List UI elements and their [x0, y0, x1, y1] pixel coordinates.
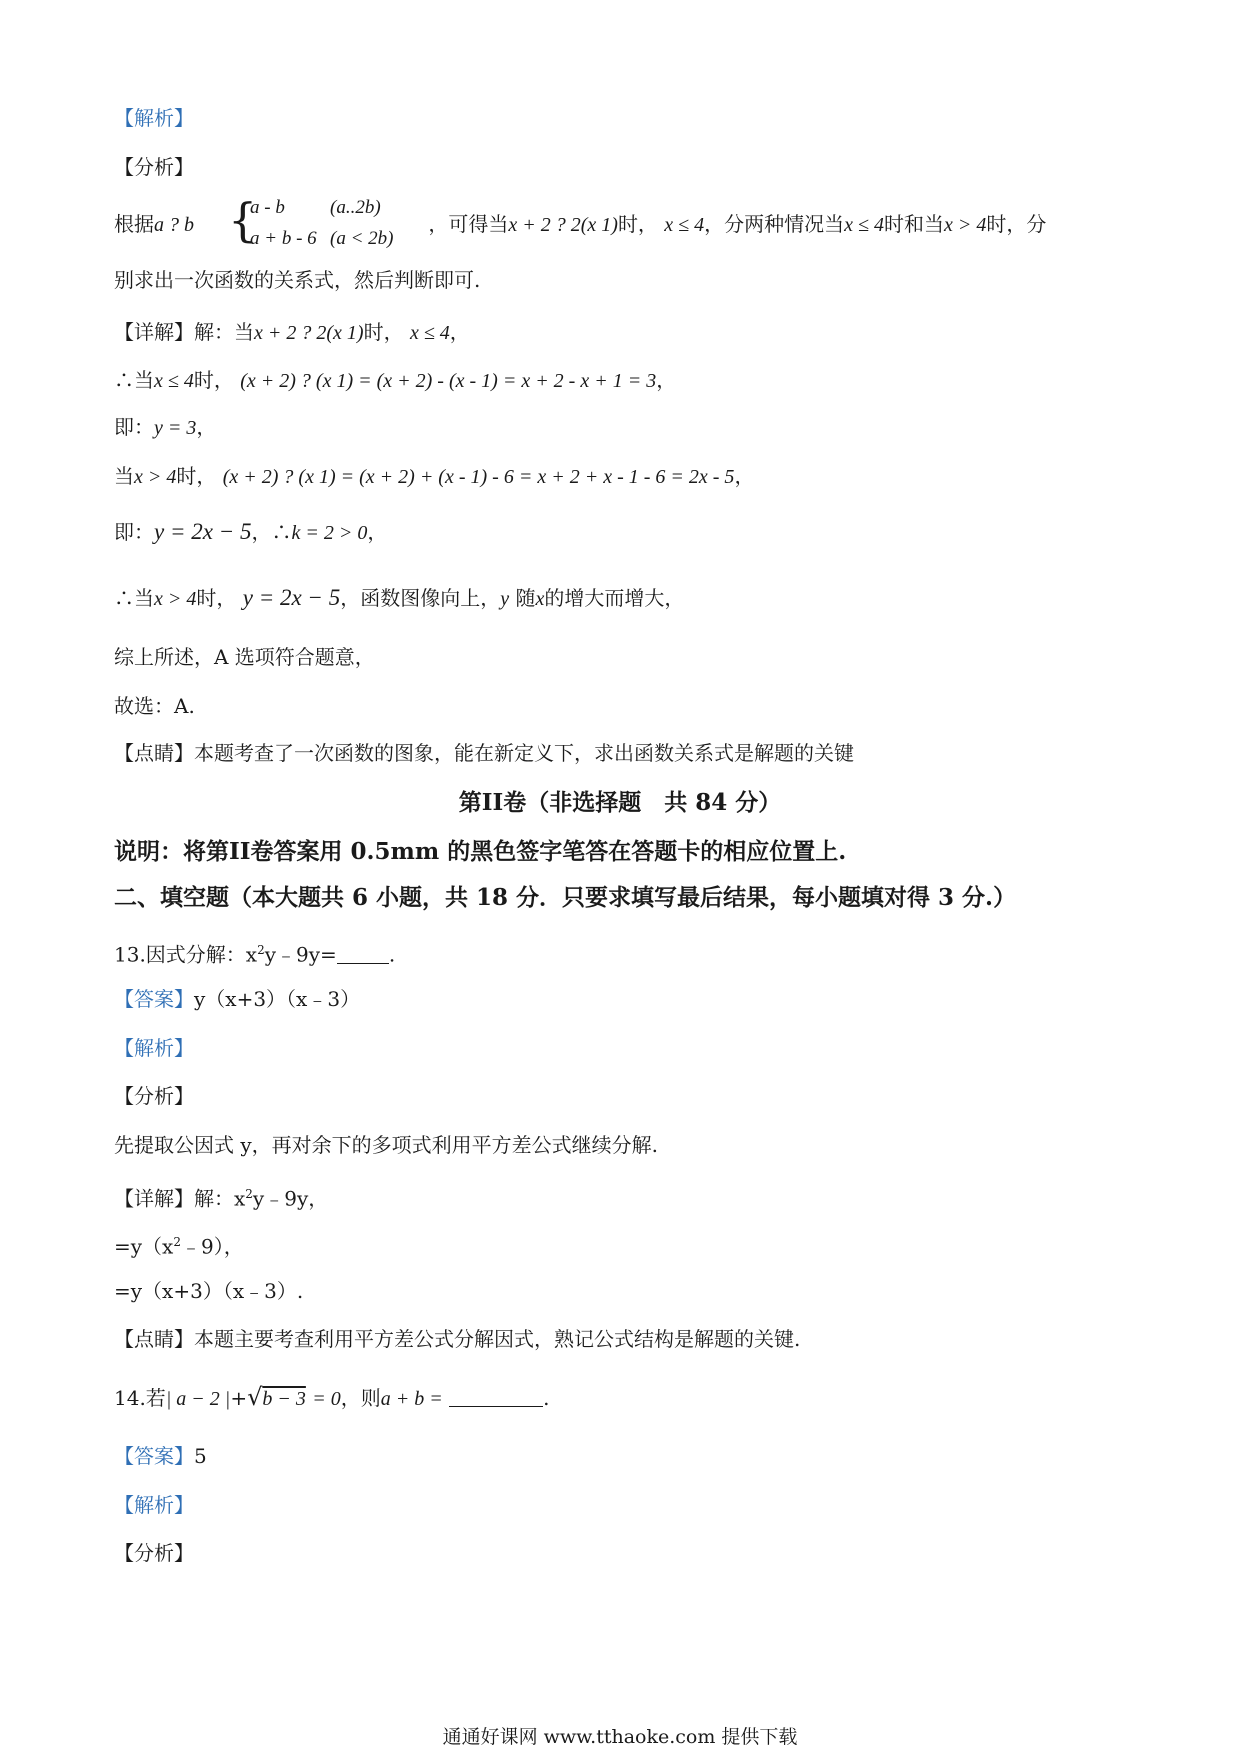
- expr: y = 2x − 5: [242, 585, 341, 610]
- text: 时，: [196, 586, 237, 610]
- text: ，: [734, 464, 755, 488]
- expr: y = 2x − 5: [154, 519, 252, 544]
- cond: x ≤ 4: [154, 370, 194, 392]
- dianjing-13: 【点睛】本题主要考查利用平方差公式分解因式，熟记公式结构是解题的关键.: [114, 1327, 801, 1351]
- brace-icon: {: [228, 193, 258, 247]
- dianjing-12: 【点睛】本题考查了一次函数的图象，能在新定义下，求出函数关系式是解题的关键: [114, 741, 854, 765]
- fenxi-label-13: 【分析】: [114, 1084, 194, 1108]
- expr: a + b =: [380, 1388, 443, 1410]
- op: a ? b: [154, 214, 194, 236]
- part2-title: 第II卷（非选择题 共 84 分）: [458, 789, 782, 816]
- piece1-cond: (a..2b): [330, 197, 381, 218]
- text: ，: [656, 368, 677, 392]
- text: 14.若: [114, 1386, 166, 1410]
- fenxi-text-13: 先提取公因式 y，再对余下的多项式利用平方差公式继续分解.: [114, 1133, 659, 1157]
- text: 即：: [114, 415, 154, 439]
- text: .: [388, 942, 396, 967]
- text: ，函数图像向上，: [340, 586, 501, 610]
- var-y: y: [500, 588, 510, 610]
- expr: x + 2 ? 2(x 1): [508, 214, 618, 236]
- piece1-expr: a - b: [250, 197, 285, 218]
- text: 【详解】解：x: [114, 1186, 246, 1211]
- text: 根据: [114, 212, 154, 236]
- step1-13: [114, 1228, 244, 1261]
- page-footer: 通通好课网 www.tthaoke.com 提供下载: [442, 1726, 798, 1748]
- step5-12: [114, 584, 684, 613]
- text: y﹣9y=: [264, 942, 337, 967]
- cond: x ≤ 4: [844, 214, 885, 236]
- detail-line-12: [114, 318, 470, 347]
- step2-12: [114, 413, 216, 442]
- cond: x > 4: [154, 588, 197, 610]
- text: ，: [196, 415, 217, 439]
- answer: 5: [194, 1444, 207, 1468]
- piece2-cond: (a < 2b): [330, 228, 394, 249]
- text: 当: [114, 464, 134, 488]
- expr: (x + 2) ? (x 1) = (x + 2) - (x - 1) = x + 2 - x + 1 = 3: [240, 370, 657, 392]
- text: 时和当: [884, 212, 945, 236]
- piece2-expr: a + b - 6: [250, 228, 317, 249]
- answer: y（x+3）（x﹣3）: [194, 987, 361, 1011]
- answer-label: 【答案】: [114, 987, 194, 1011]
- text: ，: [367, 520, 388, 544]
- detail-13: [114, 1180, 328, 1213]
- step1-12: [114, 366, 676, 395]
- q14-answer: [114, 1442, 207, 1470]
- fenxi-label-12: 【分析】: [114, 155, 194, 179]
- fenxi-line2-12: 别求出一次函数的关系式，然后判断即可.: [114, 268, 481, 292]
- cond: x > 4: [944, 214, 987, 236]
- fenxi-label-14: 【分析】: [114, 1541, 194, 1565]
- q13-question: [114, 936, 395, 969]
- section-fill-blank: 二、填空题（本大题共 6 小题，共 18 分．只要求填写最后结果，每小题填对得 3 分.）: [114, 884, 1017, 911]
- var-x: x: [535, 588, 545, 610]
- answer-blank: [337, 945, 389, 964]
- expr: (x + 2) ? (x 1) = (x + 2) + (x - 1) - 6 = x + 2 + x - 1 - 6 = 2x - 5: [222, 466, 735, 488]
- answer-label: 【答案】: [114, 1444, 194, 1468]
- k-expr: k = 2 > 0: [291, 522, 368, 544]
- jiexi-label-13: 【解析】: [114, 1036, 194, 1060]
- plus: +: [230, 1386, 248, 1410]
- text: 时，: [176, 464, 217, 488]
- text: =y（x: [114, 1234, 174, 1259]
- text: ，则: [340, 1386, 381, 1410]
- step3-12: [114, 462, 754, 491]
- text: .: [543, 1386, 550, 1410]
- expr: y = 3: [154, 417, 197, 439]
- answer-blank: [449, 1388, 543, 1407]
- q13-answer: [114, 985, 360, 1013]
- abs-expr: | a − 2 |: [165, 1388, 231, 1410]
- summary-12: 综上所述，A 选项符合题意，: [114, 645, 375, 669]
- text: 时，分: [986, 212, 1047, 236]
- choice-12: 故选：A.: [114, 694, 195, 718]
- text: ﹣9），: [180, 1234, 244, 1259]
- step4-12: [114, 518, 387, 547]
- text: ∴当: [114, 586, 154, 610]
- text: ，分两种情况当: [704, 212, 845, 236]
- cond: x > 4: [134, 466, 177, 488]
- text: 时，: [193, 368, 234, 392]
- jiexi-label-14: 【解析】: [114, 1493, 194, 1517]
- text: ，: [449, 320, 470, 344]
- cond: x ≤ 4: [664, 214, 705, 236]
- eq: = 0: [312, 1388, 341, 1410]
- text: y﹣9y，: [252, 1186, 329, 1211]
- sup: 2: [257, 943, 265, 957]
- text: 时，: [363, 320, 404, 344]
- text: ∴当: [114, 368, 154, 392]
- sup: 2: [245, 1187, 253, 1201]
- text: 【详解】解：当: [114, 320, 254, 344]
- text: 的增大而增大，: [544, 586, 685, 610]
- text: 即：: [114, 520, 154, 544]
- q14-question: [114, 1383, 549, 1413]
- part2-note: 说明：将第II卷答案用 0.5mm 的黑色签字笔答在答题卡的相应位置上.: [114, 838, 847, 865]
- sup: 2: [173, 1235, 181, 1249]
- text: 时，: [617, 212, 658, 236]
- radicand: b − 3: [262, 1388, 306, 1410]
- expr: x + 2 ? 2(x 1): [254, 322, 364, 344]
- step2-13: =y（x+3）（x﹣3）.: [114, 1279, 304, 1303]
- text: 随: [515, 586, 536, 610]
- jiexi-label-12: 【解析】: [114, 106, 194, 130]
- cond: x ≤ 4: [409, 322, 450, 344]
- text: ，可得当: [428, 212, 509, 236]
- text: 13.因式分解：x: [114, 942, 258, 967]
- sqrt-icon: √: [247, 1383, 263, 1411]
- text: ，∴: [251, 520, 292, 544]
